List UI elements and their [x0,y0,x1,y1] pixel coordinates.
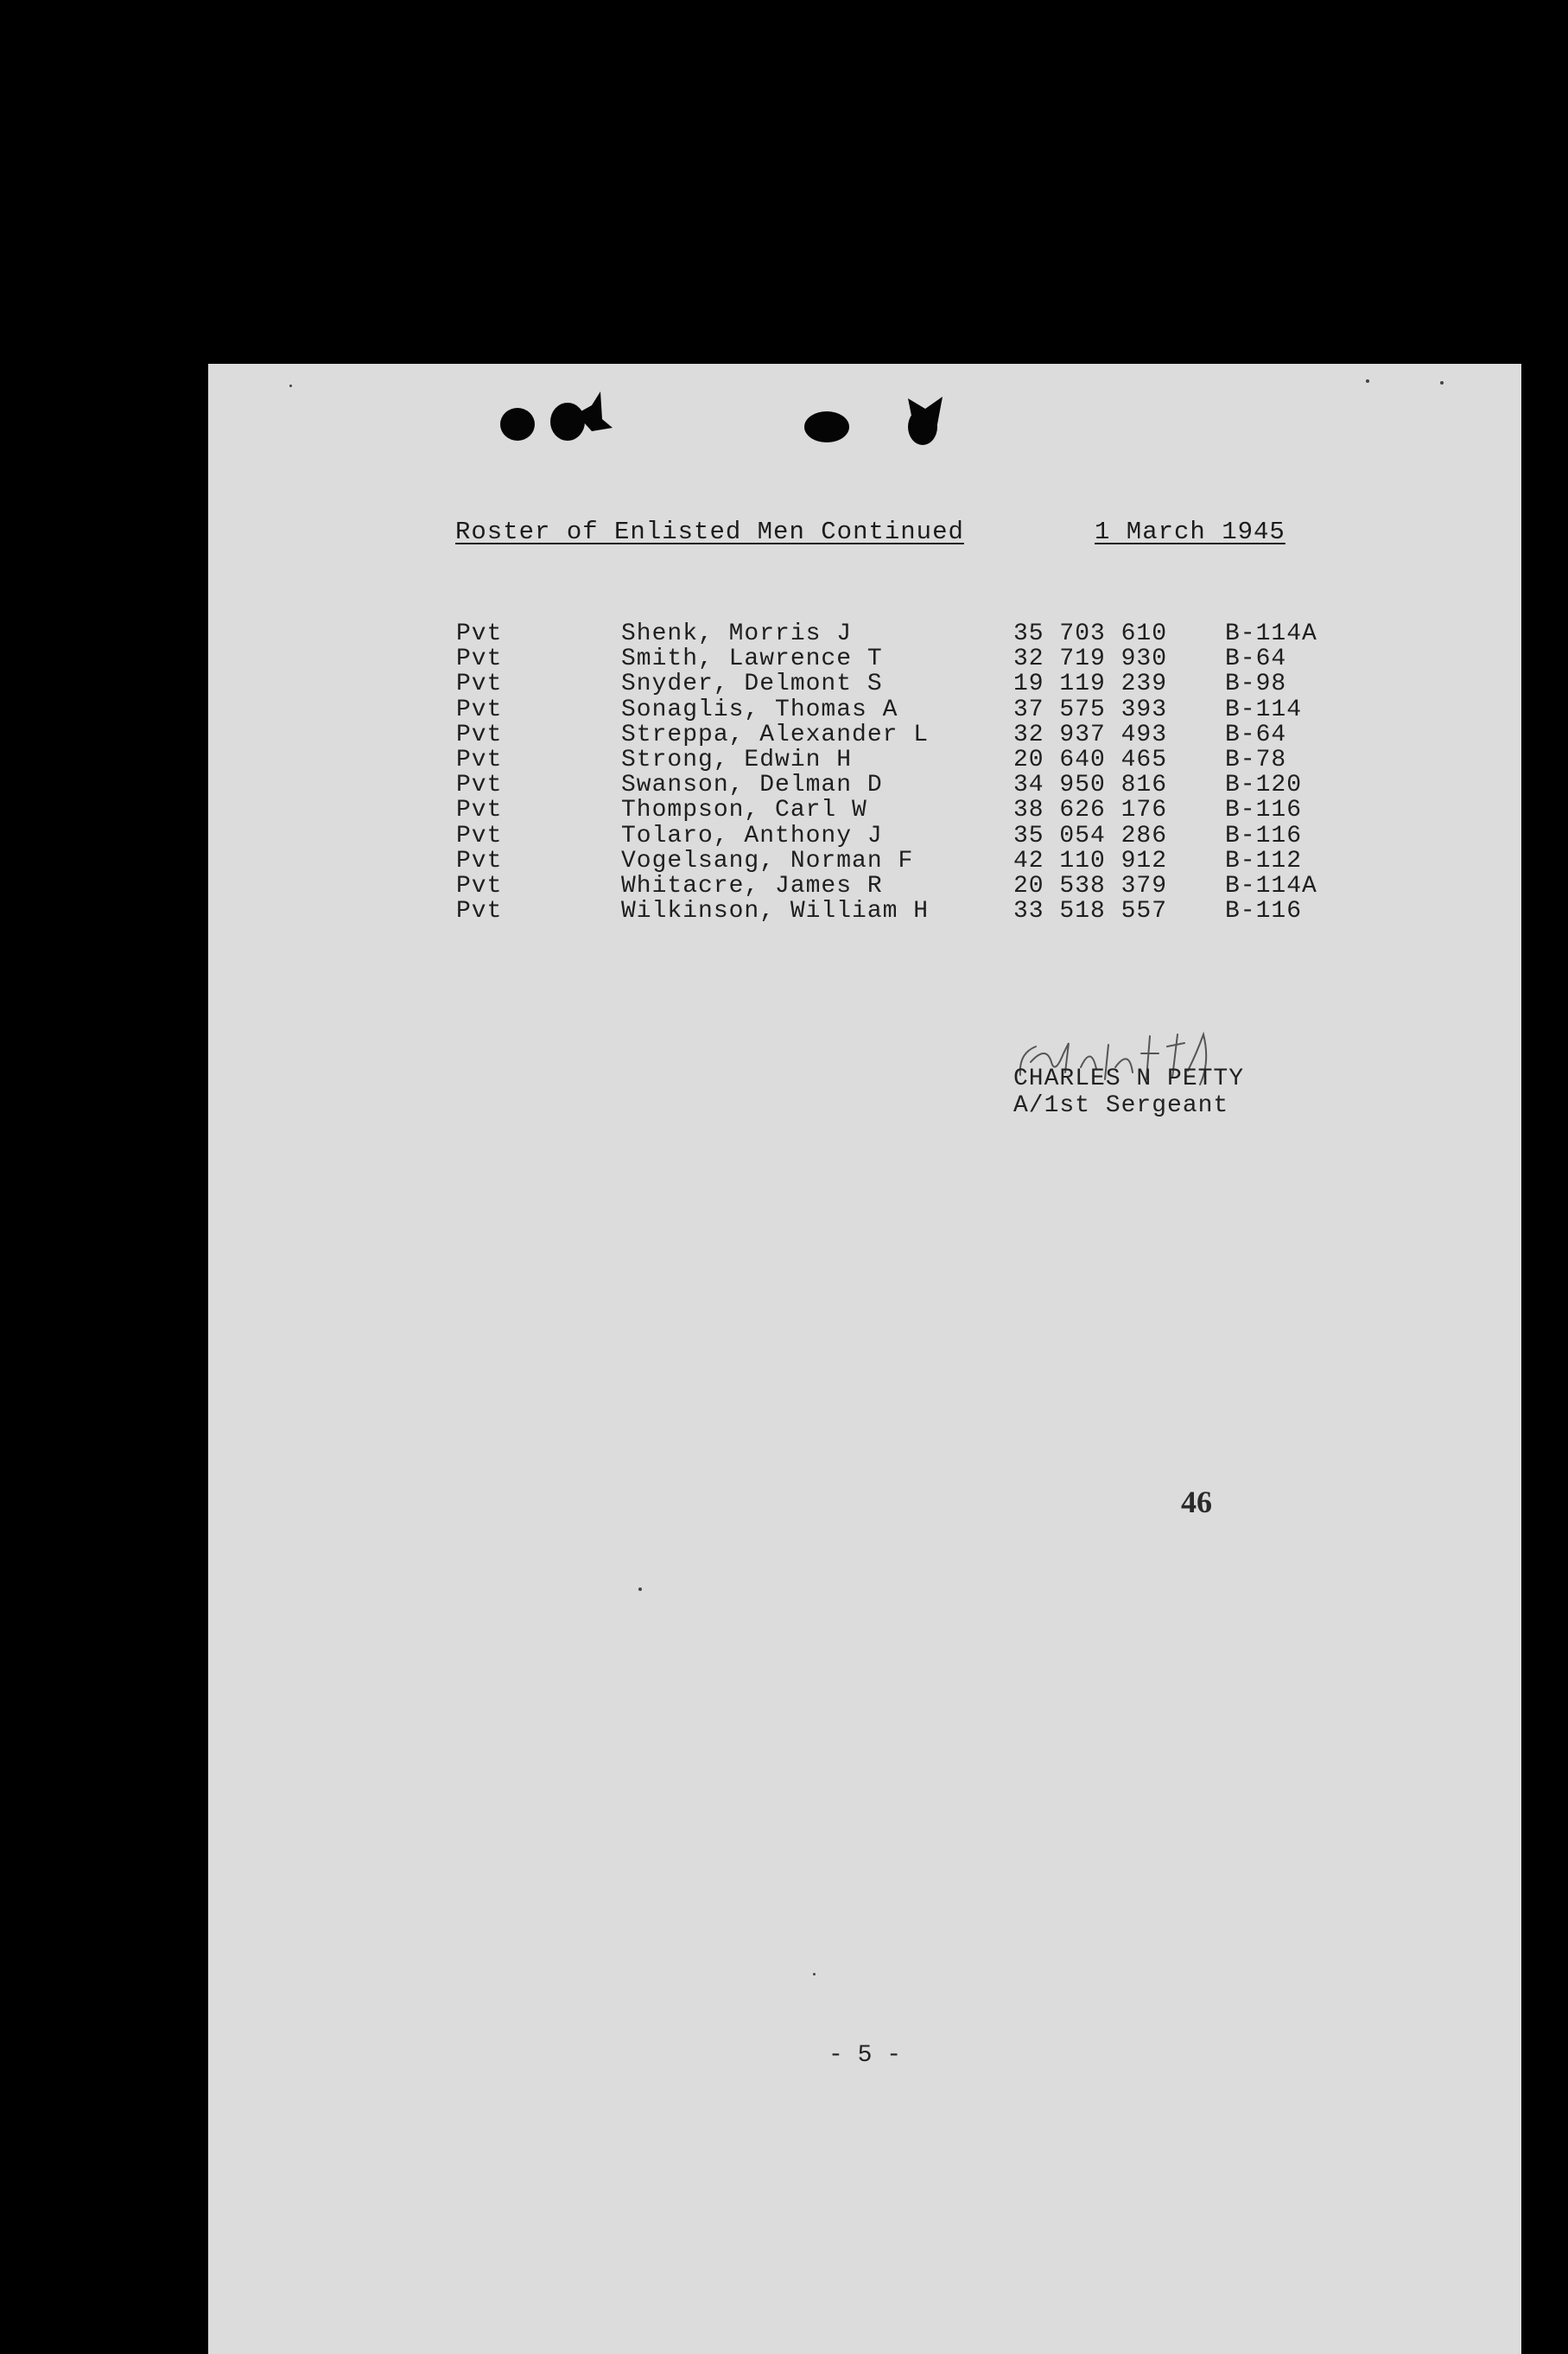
name-cell: Thompson, Carl W [621,797,867,824]
roster-title: Roster of Enlisted Men Continued [455,518,964,546]
rank-cell: Pvt [456,671,503,698]
unit-cell: B-114A [1225,620,1317,647]
rank-cell: Pvt [456,797,503,824]
rank-cell: Pvt [456,620,503,647]
unit-cell: B-120 [1225,772,1303,799]
rank-cell: Pvt [456,746,503,773]
punch-hole-tear [899,390,951,450]
name-cell: Strong, Edwin H [621,746,853,773]
signatory-name: CHARLES N PETTY [1013,1066,1245,1092]
table-row [456,671,1287,698]
name-cell: Snyder, Delmont S [621,671,883,698]
serial-cell: 37 575 393 [1013,696,1168,723]
rank-cell: Pvt [456,898,503,926]
paper-speck [638,1587,642,1591]
name-cell: Tolaro, Anthony J [621,822,883,849]
table-row [456,620,1317,647]
rank-cell: Pvt [456,721,503,748]
serial-cell: 38 626 176 [1013,797,1168,824]
table-row [456,696,1303,723]
roster-table [456,620,1317,926]
rank-cell: Pvt [456,772,503,799]
serial-cell: 20 640 465 [1013,746,1168,773]
serial-cell: 35 703 610 [1013,620,1168,647]
unit-cell: B-98 [1225,671,1287,698]
serial-cell: 32 719 930 [1013,646,1168,673]
name-cell: Whitacre, James R [621,872,883,900]
unit-cell: B-116 [1225,822,1303,849]
table-row [456,847,1303,875]
rank-cell: Pvt [456,646,503,673]
paper-speck [1440,381,1444,385]
page-number: - 5 - [828,2042,902,2069]
serial-cell: 42 110 912 [1013,847,1168,875]
rank-cell: Pvt [456,696,503,723]
table-row [456,872,1317,900]
serial-cell: 20 538 379 [1013,872,1168,900]
name-cell: Sonaglis, Thomas A [621,696,898,723]
table-row [456,797,1303,824]
paper-speck [1366,379,1369,383]
rank-cell: Pvt [456,872,503,900]
paper-speck [289,385,292,387]
name-cell: Vogelsang, Norman F [621,847,914,875]
serial-cell: 33 518 557 [1013,898,1168,926]
punch-hole-tear [575,388,618,440]
rank-cell: Pvt [456,822,503,849]
punch-hole [500,408,535,441]
table-row [456,746,1287,773]
name-cell: Streppa, Alexander L [621,721,930,748]
table-row [456,822,1303,849]
stamped-number: 46 [1181,1485,1212,1519]
unit-cell: B-64 [1225,721,1287,748]
name-cell: Swanson, Delman D [621,772,883,799]
unit-cell: B-78 [1225,746,1287,773]
unit-cell: B-116 [1225,797,1303,824]
unit-cell: B-64 [1225,646,1287,673]
unit-cell: B-114 [1225,696,1303,723]
document-page [208,364,1521,2354]
serial-cell: 34 950 816 [1013,772,1168,799]
table-row [456,721,1287,748]
punch-hole [804,411,849,442]
roster-date: 1 March 1945 [1095,518,1286,546]
serial-cell: 32 937 493 [1013,721,1168,748]
table-row [456,772,1303,799]
unit-cell: B-112 [1225,847,1303,875]
unit-cell: B-116 [1225,898,1303,926]
name-cell: Wilkinson, William H [621,898,930,926]
paper-speck [813,1973,816,1975]
name-cell: Smith, Lawrence T [621,646,883,673]
unit-cell: B-114A [1225,872,1317,900]
serial-cell: 35 054 286 [1013,822,1168,849]
name-cell: Shenk, Morris J [621,620,853,647]
table-row [456,898,1303,926]
rank-cell: Pvt [456,847,503,875]
signatory-title: A/1st Sergeant [1013,1092,1229,1119]
serial-cell: 19 119 239 [1013,671,1168,698]
table-row [456,646,1287,673]
